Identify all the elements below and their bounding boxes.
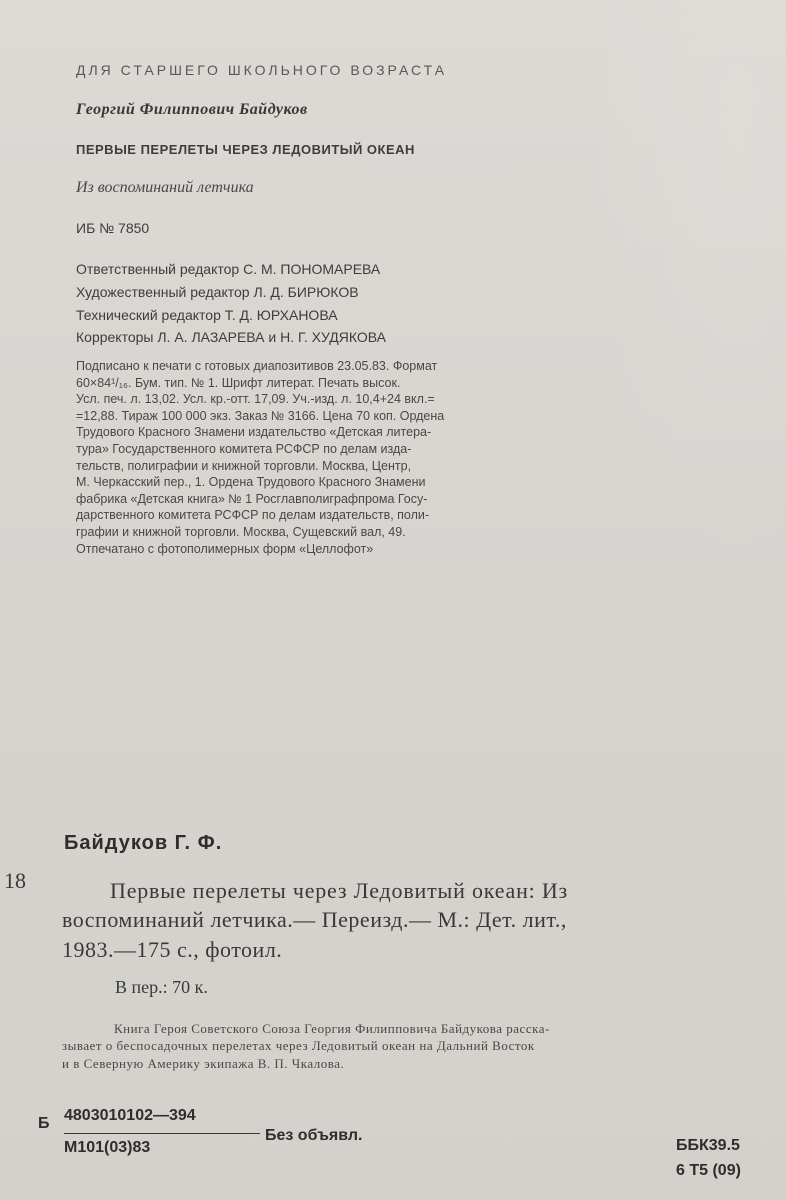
credit-line: Корректоры Л. А. ЛАЗАРЕВА и Н. Г. ХУДЯКОВА <box>76 329 386 345</box>
fraction-prefix: Б <box>38 1115 50 1132</box>
imprint-line: М. Черкасский пер., 1. Ордена Трудового Красного Знамени <box>76 475 426 490</box>
annotation-line: Книга Героя Советского Союза Георгия Филипповича Байдукова расска- <box>114 1021 550 1036</box>
imprint-line: Отпечатано с фотополимерных форм «Целлофот» <box>76 541 374 556</box>
fraction-rule <box>64 1133 260 1134</box>
imprint-line: фабрика «Детская книга» № 1 Росглавполиграфпрома Госу- <box>76 491 428 506</box>
imprint-line: графии и книжной торговли. Москва, Сущевский вал, 49. <box>76 524 406 539</box>
imprint-line: Трудового Красного Знамени издательство «Детская литера- <box>76 425 432 440</box>
catalog-index: 18 <box>4 868 26 893</box>
catalog-desc-line: Первые перелеты через Ледовитый океан: Из <box>110 878 569 903</box>
fraction-denominator: М101(03)83 <box>64 1139 151 1156</box>
fraction-numerator: 4803010102—394 <box>64 1107 196 1124</box>
annotation-line: зывает о беспосадочных перелетах через Ледовитый океан на Дальний Восток <box>62 1038 535 1053</box>
catalog-author: Байдуков Г. Ф. <box>64 832 223 854</box>
ib-number: ИБ № 7850 <box>76 220 150 236</box>
imprint-line: тельств, полиграфии и книжной торговли. Москва, Центр, <box>76 458 412 473</box>
imprint-line: дарственного комитета РСФСР по делам издательств, поли- <box>76 508 430 523</box>
udc-code: 6 Т5 (09) <box>676 1162 741 1179</box>
paper-shading <box>546 0 786 700</box>
book-title: ПЕРВЫЕ ПЕРЕЛЕТЫ ЧЕРЕЗ ЛЕДОВИТЫЙ ОКЕАН <box>76 142 415 157</box>
imprint-line: Подписано к печати с готовых диапозитивов 23.05.83. Формат <box>76 359 438 373</box>
no-announcement: Без объявл. <box>265 1127 363 1144</box>
imprint-line: =12,88. Тираж 100 000 экз. Заказ № 3166. Цена 70 коп. Ордена <box>76 408 445 423</box>
author-full-name: Георгий Филиппович Байдуков <box>76 101 308 118</box>
bbk-code: ББК39.5 <box>676 1137 740 1154</box>
annotation-line: и в Северную Америку экипажа В. П. Чкалова. <box>62 1056 345 1071</box>
imprint-line: тура» Государственного комитета РСФСР по делам изда- <box>76 441 412 456</box>
imprint-line: 60×84¹/₁₆. Бум. тип. № 1. Шрифт литерат. Печать высок. <box>76 375 401 390</box>
book-subtitle: Из воспоминаний летчика <box>76 179 254 196</box>
series-note: ДЛЯ СТАРШЕГО ШКОЛЬНОГО ВОЗРАСТА <box>76 62 448 78</box>
price: В пер.: 70 к. <box>115 977 208 997</box>
imprint-block <box>76 358 596 557</box>
credit-line: Художественный редактор Л. Д. БИРЮКОВ <box>76 284 359 300</box>
imprint-line: Усл. печ. л. 13,02. Усл. кр.-отт. 17,09. Уч.-изд. л. 10,4+24 вкл.= <box>76 392 435 407</box>
credit-line: Технический редактор Т. Д. ЮРХАНОВА <box>76 307 338 323</box>
catalog-desc-line: 1983.—175 с., фотоил. <box>62 937 283 962</box>
catalog-desc-line: воспоминаний летчика.— Переизд.— М.: Дет. лит., <box>62 907 567 932</box>
credit-line: Ответственный редактор С. М. ПОНОМАРЕВА <box>76 261 381 277</box>
